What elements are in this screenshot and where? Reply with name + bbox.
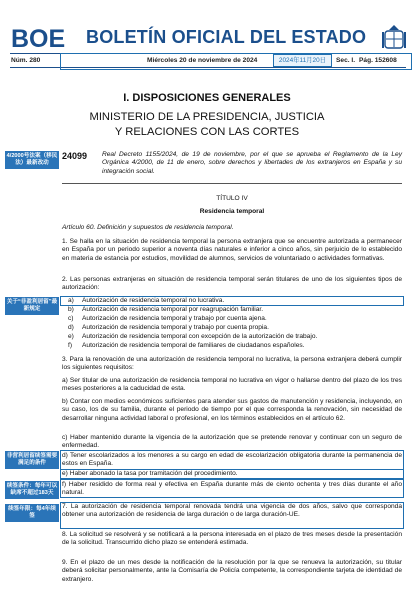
paragraph: 8. La solicitud se resolverá y se notificará a la persona interesada en el plazo de tres meses desde la presentación de la solicitud. Transcurrido dicho plazo se entenderá estimada.	[62, 531, 402, 547]
document-number: 24099	[62, 151, 88, 161]
header-highlight-box	[60, 53, 412, 70]
boe-logo-text: BOE	[11, 25, 66, 51]
section-label: Sec. I.	[336, 57, 356, 64]
side-note: 4/2000号法案（移民法）最新改动	[5, 151, 59, 169]
list-item: e) Autorización de residencia temporal con excepción de la autorización de trabajo.	[68, 333, 318, 340]
requirement-item: c) Haber mantenido durante la vigencia de la autorización que se pretende renovar y continuar con un seguro de enfermedad.	[62, 434, 402, 450]
boe-logo	[11, 25, 69, 51]
list-item: d) Autorización de residencia temporal y trabajo por cuenta propia.	[68, 324, 269, 331]
paragraph: 2. Las personas extranjeras en situación de residencia temporal serán titulares de uno de los siguientes tipos de autorización:	[62, 276, 402, 292]
requirement-item: d) Tener escolarizados a los menores a su cargo en edad de escolarización obligatoria durante la permanencia de estos en España.	[62, 452, 402, 468]
requirement-item: b) Contar con medios económicos suficientes para atender sus gastos de manutención y residencia, incluyendo, en su caso, los de su familia, durante el periodo de tiempo por el que corresponda la renovación, sin necesidad de desarrollar ninguna actividad laboral o profesional, en los términos establecidos en el artículo 62.	[62, 398, 402, 422]
paragraph: 7. La autorización de residencia temporal renovada tendrá una vigencia de dos años, salvo que corresponda obtener una autorización de residencia de larga duración o de larga duración-UE.	[62, 503, 402, 519]
titulo-name: Residencia temporal	[199, 208, 265, 215]
list-item: a) Autorización de residencia temporal no lucrativa.	[68, 297, 225, 304]
side-note: 非营利居留续签需要满足的条件	[5, 451, 59, 469]
issue-number: Núm. 280	[11, 57, 41, 64]
list-item: c) Autorización de residencia temporal y trabajo por cuenta ajena.	[68, 315, 267, 322]
requirement-item: f) Haber residido de forma real y efectiva en España durante más de ciento ochenta y tres días durante el año natural.	[62, 481, 402, 497]
titulo: TÍTULO IV	[216, 195, 248, 202]
ministry-heading	[0, 110, 414, 140]
coat-of-arms-icon	[382, 24, 406, 52]
separator	[62, 183, 402, 184]
list-item: f) Autorización de residencia temporal de familiares de ciudadanos españoles.	[68, 342, 305, 349]
side-note: 续签年限：每4年续签	[5, 504, 59, 522]
requirement-item: e) Haber abonado la tasa por tramitación del procedimiento.	[62, 470, 238, 477]
section-heading: I. DISPOSICIONES GENERALES	[123, 92, 291, 104]
paragraph: 3. Para la renovación de una autorización de residencia temporal no lucrativa, la persona extranjera deberá cumplir los siguientes requisitos:	[62, 356, 402, 372]
ministry-line-2: Y RELACIONES CON LAS CORTES	[114, 126, 300, 138]
issue-date: Miércoles 20 de noviembre de 2024	[147, 57, 258, 64]
list-item: b) Autorización de residencia temporal por reagrupación familiar.	[68, 306, 264, 313]
date-stamp: 2024年11月20日	[278, 57, 327, 64]
paragraph: 9. En el plazo de un mes desde la notificación de la resolución por la que se renueva la autorización, su titular deberá solicitar personalmente, ante la Comisaría de Policía competente, la correspondiente tarjeta de identidad de extranjero.	[62, 559, 402, 583]
paragraph: 1. Se halla en la situación de residencia temporal la persona extranjera que se encuentre autorizada a permanecer en España por un periodo superior a noventa días naturales e inferior a cinco años, sin perjuicio de lo establecido en materia de estancia por estudios, movilidad de alumnos, servicios de voluntariado o actividades formativas.	[62, 238, 402, 262]
side-note: 关于“非盈利居留”最新规定	[5, 297, 59, 315]
gazette-title: BOLETÍN OFICIAL DEL ESTADO	[86, 27, 367, 47]
decree-title: Real Decreto 1155/2024, de 19 de noviembre, por el que se aprueba el Reglamento de la Ley Orgánica 4/2000, de 11 de enero, sobre derechos y libertades de los extranjeros en España y su integración social.	[102, 151, 402, 175]
side-note: 续签条件：每年可以缺席不超过183天	[5, 481, 59, 499]
article-heading: Artículo 60. Definición y supuestos de residencia temporal.	[62, 224, 234, 231]
page-number: Pág. 152608	[359, 57, 397, 64]
requirement-item: a) Ser titular de una autorización de residencia temporal no lucrativa en vigor o hallarse dentro del plazo de los tres meses posteriores a la caducidad de esta.	[62, 377, 402, 393]
ministry-line-1: MINISTERIO DE LA PRESIDENCIA, JUSTICIA	[89, 111, 325, 123]
